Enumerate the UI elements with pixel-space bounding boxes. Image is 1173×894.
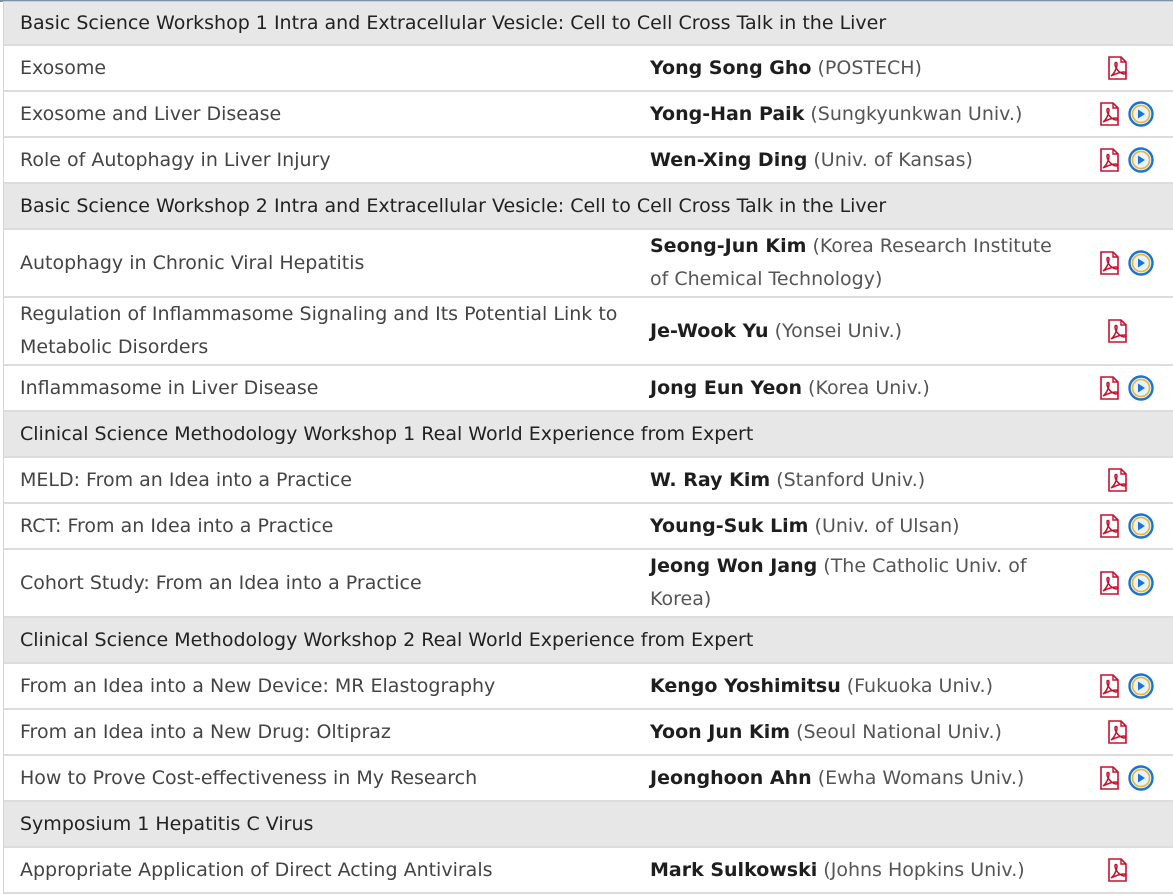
speaker-affiliation: (POSTECH) [811, 56, 922, 79]
speaker-name: Mark Sulkowski [650, 858, 818, 881]
play-video-icon[interactable] [1128, 147, 1154, 173]
file-links [1070, 468, 1173, 492]
speaker [650, 762, 1070, 795]
talk-row [4, 92, 1173, 138]
speaker-affiliation: (Fukuoka Univ.) [840, 674, 993, 697]
file-links [1070, 858, 1173, 882]
play-video-icon[interactable] [1128, 513, 1154, 539]
talk-title: Role of Autophagy in Liver Injury [20, 148, 331, 171]
speaker [650, 510, 1070, 543]
talk-row [4, 664, 1173, 710]
speaker-affiliation: (Korea Univ.) [802, 376, 930, 399]
section-header [4, 618, 1173, 664]
speaker-name: Kengo Yoshimitsu [650, 674, 841, 697]
session-table [3, 1, 1173, 894]
talk-title: Exosome [20, 56, 107, 79]
speaker-name: Wen-Xing Ding [650, 148, 808, 171]
talk-row [4, 710, 1173, 756]
speaker-affiliation: (Univ. of Ulsan) [808, 514, 960, 537]
file-links [1070, 375, 1173, 401]
speaker [650, 52, 1070, 85]
speaker-name: Yong Song Gho [650, 56, 812, 79]
section-title: Basic Science Workshop 2 Intra and Extracellular Vesicle: Cell to Cell Cross Talk in the Liver [20, 195, 887, 217]
speaker [650, 464, 1070, 497]
pdf-icon[interactable] [1097, 766, 1121, 790]
speaker-name: Je-Wook Yu [650, 319, 769, 342]
play-video-icon[interactable] [1128, 250, 1154, 276]
section-header [4, 802, 1173, 848]
file-links [1070, 720, 1173, 744]
talk-title: Exosome and Liver Disease [20, 102, 282, 125]
talk-row [4, 230, 1173, 298]
talk-title: Autophagy in Chronic Viral Hepatitis [20, 251, 365, 274]
pdf-icon[interactable] [1097, 376, 1121, 400]
play-video-icon[interactable] [1128, 101, 1154, 127]
section-title: Clinical Science Methodology Workshop 1 Real World Experience from Expert [20, 423, 754, 445]
play-video-icon[interactable] [1128, 570, 1154, 596]
speaker-name: Yoon Jun Kim [650, 720, 791, 743]
speaker [650, 315, 1070, 348]
file-links [1070, 513, 1173, 539]
speaker-name: Jong Eun Yeon [650, 376, 802, 399]
speaker-affiliation: (Yonsei Univ.) [768, 319, 903, 342]
play-video-icon[interactable] [1128, 375, 1154, 401]
talk-row [4, 46, 1173, 92]
speaker [650, 144, 1070, 177]
speaker-affiliation: (Univ. of Kansas) [807, 148, 973, 171]
speaker [650, 854, 1070, 887]
speaker [650, 550, 1070, 616]
talk-row [4, 298, 1173, 366]
talk-row [4, 138, 1173, 184]
talk-row [4, 366, 1173, 412]
speaker [650, 230, 1070, 296]
talk-row [4, 504, 1173, 550]
talk-title: RCT: From an Idea into a Practice [20, 514, 334, 537]
speaker-affiliation: (The Catholic Univ. of Korea) [650, 555, 1027, 610]
speaker-affiliation: (Korea Research Institute of Chemical Technology) [650, 235, 1052, 290]
talk-title: From an Idea into a New Device: MR Elastography [20, 674, 496, 697]
talk-title: Appropriate Application of Direct Acting Antivirals [20, 858, 493, 881]
pdf-icon[interactable] [1105, 56, 1129, 80]
speaker-name: Seong-Jun Kim [650, 235, 807, 257]
file-links [1070, 765, 1173, 791]
pdf-icon[interactable] [1097, 674, 1121, 698]
speaker-name: Yong-Han Paik [650, 102, 805, 125]
pdf-icon[interactable] [1105, 858, 1129, 882]
talk-title: From an Idea into a New Drug: Oltipraz [20, 720, 391, 743]
pdf-icon[interactable] [1097, 251, 1121, 275]
talk-row [4, 756, 1173, 802]
speaker-affiliation: (Seoul National Univ.) [790, 720, 1002, 743]
talk-row [4, 848, 1173, 894]
talk-title: Inflammasome in Liver Disease [20, 376, 319, 399]
file-links [1070, 319, 1173, 343]
section-header [4, 1, 1173, 46]
pdf-icon[interactable] [1097, 514, 1121, 538]
speaker-name: W. Ray Kim [650, 468, 771, 491]
pdf-icon[interactable] [1097, 102, 1121, 126]
play-video-icon[interactable] [1128, 765, 1154, 791]
pdf-icon[interactable] [1097, 148, 1121, 172]
file-links [1070, 147, 1173, 173]
speaker-name: Jeonghoon Ahn [650, 766, 812, 789]
file-links [1070, 101, 1173, 127]
speaker-name: Jeong Won Jang [650, 555, 818, 577]
talk-row [4, 550, 1173, 618]
speaker-affiliation: (Stanford Univ.) [770, 468, 926, 491]
speaker-affiliation: (Johns Hopkins Univ.) [817, 858, 1025, 881]
speaker [650, 98, 1070, 131]
pdf-icon[interactable] [1105, 720, 1129, 744]
talk-title: MELD: From an Idea into a Practice [20, 468, 352, 491]
talk-title: Regulation of Inflammasome Signaling and Its Potential Link to Metabolic Disorders [20, 303, 618, 358]
file-links [1070, 673, 1173, 699]
speaker [650, 372, 1070, 405]
speaker-affiliation: (Sungkyunkwan Univ.) [804, 102, 1023, 125]
file-links [1070, 56, 1173, 80]
play-video-icon[interactable] [1128, 673, 1154, 699]
talk-row [4, 458, 1173, 504]
section-header [4, 412, 1173, 458]
speaker [650, 670, 1070, 703]
pdf-icon[interactable] [1105, 468, 1129, 492]
talk-title: Cohort Study: From an Idea into a Practice [20, 571, 422, 594]
section-title: Clinical Science Methodology Workshop 2 Real World Experience from Expert [20, 629, 754, 651]
pdf-icon[interactable] [1097, 571, 1121, 595]
file-links [1070, 250, 1173, 276]
section-title: Symposium 1 Hepatitis C Virus [20, 813, 314, 835]
pdf-icon[interactable] [1105, 319, 1129, 343]
speaker-name: Young-Suk Lim [650, 514, 809, 537]
speaker-affiliation: (Ewha Womans Univ.) [811, 766, 1025, 789]
file-links [1070, 570, 1173, 596]
speaker [650, 716, 1070, 749]
section-title: Basic Science Workshop 1 Intra and Extracellular Vesicle: Cell to Cell Cross Talk in the Liver [20, 12, 887, 34]
talk-title: How to Prove Cost-effectiveness in My Research [20, 766, 478, 789]
section-header [4, 184, 1173, 230]
